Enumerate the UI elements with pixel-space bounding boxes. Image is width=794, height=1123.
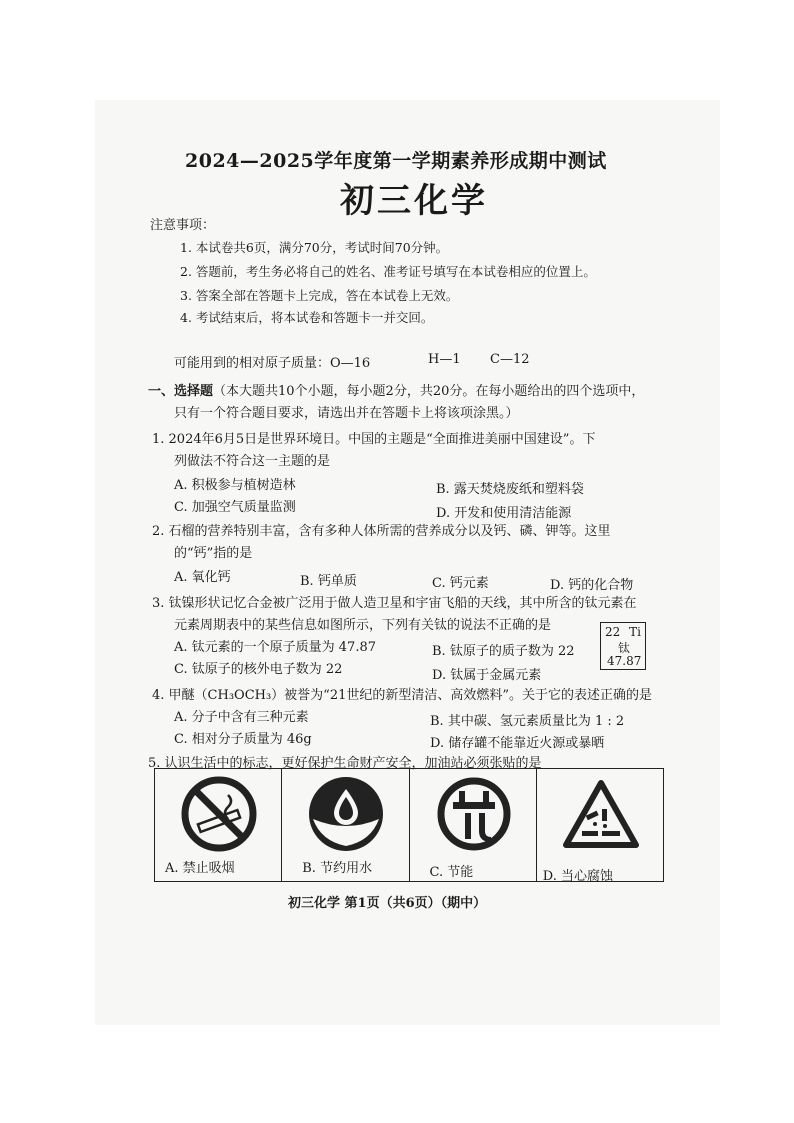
q3-option-d: D. 钛属于金属元素 bbox=[432, 668, 542, 683]
note-item: 4. 考试结束后，将本试卷和答题卡一并交回。 bbox=[180, 310, 434, 325]
atomic-mass-h: H—1 bbox=[428, 352, 461, 367]
section-heading: 一、选择题 bbox=[148, 384, 214, 399]
corrosive-warning-icon bbox=[562, 775, 640, 853]
element-name: 钛 bbox=[618, 641, 631, 655]
titanium-element-card bbox=[600, 622, 646, 670]
q4-option-b: B. 其中碳、氢元素质量比为 1 : 2 bbox=[430, 714, 625, 729]
q3-option-c: C. 钛原子的核外电子数为 22 bbox=[174, 662, 343, 677]
atomic-mass-c: C—12 bbox=[490, 352, 530, 367]
question-3-stem-2: 元素周期表中的某些信息如图所示，下列有关钛的说法不正确的是 bbox=[174, 618, 552, 633]
section-desc: （本大题共10个小题，每小题2分，共20分。在每小题给出的四个选项中， bbox=[213, 384, 645, 399]
q4-option-d: D. 储存罐不能靠近火源或暴晒 bbox=[430, 736, 605, 751]
section-desc-2: 只有一个符合题目要求，请选出并在答题卡上将该项涂黑。） bbox=[174, 406, 519, 421]
sign-option-d bbox=[537, 769, 663, 884]
q2-option-c: C. 钙元素 bbox=[432, 576, 489, 591]
question-2-stem: 2. 石榴的营养特别丰富，含有多种人体所需的营养成分以及钙、磷、钾等。这里 bbox=[152, 524, 611, 539]
notes-heading: 注意事项： bbox=[150, 218, 216, 233]
sign-option-a bbox=[155, 769, 282, 881]
q2-option-b: B. 钙单质 bbox=[300, 574, 357, 589]
q3-option-a: A. 钛元素的一个原子质量为 47.87 bbox=[174, 640, 377, 655]
question-2-stem-2: 的“钙”指的是 bbox=[174, 546, 253, 561]
sign-option-b-label: B. 节约用水 bbox=[302, 861, 373, 876]
atomic-mass: 47.87 bbox=[607, 654, 642, 668]
q2-option-a: A. 氧化钙 bbox=[174, 570, 231, 585]
sign-option-b bbox=[282, 769, 409, 881]
q2-option-d: D. 钙的化合物 bbox=[550, 578, 634, 593]
q1-option-b: B. 露天焚烧废纸和塑料袋 bbox=[436, 482, 584, 497]
q1-option-a: A. 积极参与植树造林 bbox=[174, 478, 296, 493]
note-item: 3. 答案全部在答题卡上完成，答在本试卷上无效。 bbox=[180, 288, 459, 303]
question-1-stem: 1. 2024年6月5日是世界环境日。中国的主题是“全面推进美丽中国建设”。下 bbox=[152, 432, 596, 447]
no-smoking-icon bbox=[180, 775, 258, 853]
q1-option-c: C. 加强空气质量监测 bbox=[174, 500, 296, 515]
sign-option-a-label: A. 禁止吸烟 bbox=[165, 861, 235, 876]
q4-option-a: A. 分子中含有三种元素 bbox=[174, 710, 309, 725]
atomic-number: 22 bbox=[605, 625, 621, 639]
exam-title: 2024—2025学年度第一学期素养形成期中测试 bbox=[185, 150, 607, 172]
question-5-stem: 5. 认识生活中的标志，更好保护生命财产安全，加油站必须张贴的是 bbox=[148, 756, 542, 771]
atomic-mass-label: 可能用到的相对原子质量：O—16 bbox=[174, 356, 371, 371]
question-3-stem: 3. 钛镍形状记忆合金被广泛用于做人造卫星和宇宙飞船的天线，其中所含的钛元素在 bbox=[152, 596, 637, 611]
sign-option-d-label: D. 当心腐蚀 bbox=[542, 869, 613, 884]
sign-options-table bbox=[154, 768, 664, 882]
note-item: 2. 答题前，考生务必将自己的姓名、准考证号填写在本试卷相应的位置上。 bbox=[180, 264, 596, 279]
q1-option-d: D. 开发和使用清洁能源 bbox=[436, 506, 572, 521]
sign-option-c-label: C. 节能 bbox=[429, 865, 474, 880]
note-item: 1. 本试卷共6页，满分70分，考试时间70分钟。 bbox=[180, 240, 449, 255]
element-symbol: Ti bbox=[629, 625, 641, 639]
energy-saving-icon bbox=[435, 775, 513, 853]
question-4-stem: 4. 甲醚（CH₃OCH₃）被誉为“21世纪的新型清洁、高效燃料”。关于它的表述正确的是 bbox=[152, 688, 653, 703]
page-footer: 初三化学 第1页（共6页）（期中） bbox=[288, 896, 487, 911]
subject-title: 初三化学 bbox=[340, 181, 488, 221]
q4-option-c: C. 相对分子质量为 46g bbox=[174, 732, 312, 747]
sign-option-c bbox=[410, 769, 537, 881]
question-1-stem-2: 列做法不符合这一主题的是 bbox=[174, 454, 331, 469]
water-saving-icon bbox=[307, 775, 385, 853]
q3-option-b: B. 钛原子的质子数为 22 bbox=[432, 644, 575, 659]
